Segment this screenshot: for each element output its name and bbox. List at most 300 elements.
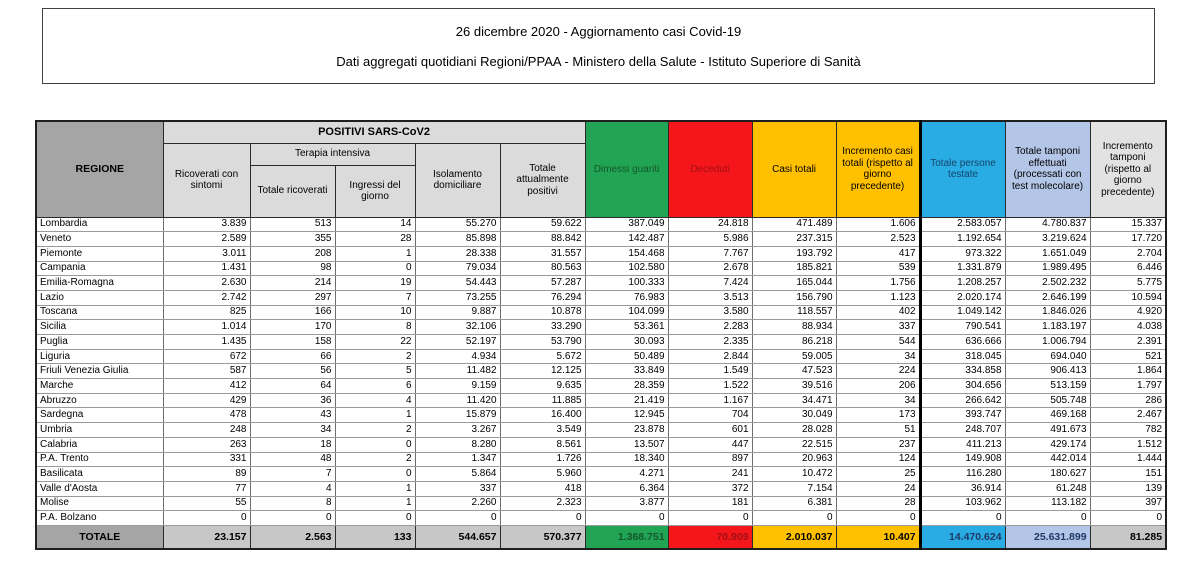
value-cell: 1.167 — [668, 393, 752, 408]
value-cell: 57.287 — [500, 276, 585, 291]
value-cell: 447 — [668, 437, 752, 452]
value-cell: 429.174 — [1005, 437, 1090, 452]
value-cell: 53.790 — [500, 335, 585, 350]
total-value-cell: 23.157 — [163, 525, 250, 549]
header-tamponi: Totale tamponi effettuati (processati con test molecolare) — [1005, 121, 1090, 217]
value-cell: 337 — [836, 320, 920, 335]
total-value-cell: 544.657 — [415, 525, 500, 549]
value-cell: 185.821 — [752, 261, 836, 276]
value-cell: 89 — [163, 467, 250, 482]
header-persone-testate: Totale persone testate — [920, 121, 1005, 217]
value-cell: 544 — [836, 335, 920, 350]
value-cell: 286 — [1090, 393, 1166, 408]
value-cell: 0 — [920, 511, 1005, 526]
value-cell: 86.218 — [752, 335, 836, 350]
value-cell: 76.983 — [585, 290, 668, 305]
value-cell: 3.580 — [668, 305, 752, 320]
value-cell: 1.049.142 — [920, 305, 1005, 320]
value-cell: 2.523 — [836, 232, 920, 247]
value-cell: 59.005 — [752, 349, 836, 364]
value-cell: 56 — [250, 364, 335, 379]
value-cell: 0 — [335, 437, 415, 452]
table-row — [36, 290, 1166, 305]
value-cell: 24.818 — [668, 217, 752, 232]
value-cell: 2.630 — [163, 276, 250, 291]
region-name: Valle d'Aosta — [36, 481, 163, 496]
value-cell: 8.561 — [500, 437, 585, 452]
table-header — [36, 121, 1166, 217]
report-title-box — [42, 8, 1155, 84]
value-cell: 13.507 — [585, 437, 668, 452]
value-cell: 1.435 — [163, 335, 250, 350]
value-cell: 1.014 — [163, 320, 250, 335]
value-cell: 34.471 — [752, 393, 836, 408]
value-cell: 48 — [250, 452, 335, 467]
value-cell: 2.704 — [1090, 246, 1166, 261]
header-ricoverati-sintomi: Ricoverati con sintomi — [163, 143, 250, 217]
value-cell: 15.879 — [415, 408, 500, 423]
value-cell: 23.878 — [585, 423, 668, 438]
region-name: Puglia — [36, 335, 163, 350]
value-cell: 7.767 — [668, 246, 752, 261]
total-label: TOTALE — [36, 525, 163, 549]
value-cell: 17.720 — [1090, 232, 1166, 247]
value-cell: 4.920 — [1090, 305, 1166, 320]
value-cell: 36.914 — [920, 481, 1005, 496]
value-cell: 24 — [836, 481, 920, 496]
value-cell: 973.322 — [920, 246, 1005, 261]
value-cell: 7.154 — [752, 481, 836, 496]
value-cell: 4.271 — [585, 467, 668, 482]
value-cell: 478 — [163, 408, 250, 423]
value-cell: 10.594 — [1090, 290, 1166, 305]
table-row — [36, 335, 1166, 350]
value-cell: 237 — [836, 437, 920, 452]
value-cell: 12.945 — [585, 408, 668, 423]
value-cell: 0 — [250, 511, 335, 526]
value-cell: 30.049 — [752, 408, 836, 423]
value-cell: 0 — [585, 511, 668, 526]
value-cell: 1.651.049 — [1005, 246, 1090, 261]
value-cell: 0 — [836, 511, 920, 526]
value-cell: 469.168 — [1005, 408, 1090, 423]
value-cell: 85.898 — [415, 232, 500, 247]
value-cell: 1.549 — [668, 364, 752, 379]
value-cell: 80.563 — [500, 261, 585, 276]
value-cell: 237.315 — [752, 232, 836, 247]
value-cell: 248.707 — [920, 423, 1005, 438]
value-cell: 1.846.026 — [1005, 305, 1090, 320]
value-cell: 2.583.057 — [920, 217, 1005, 232]
value-cell: 2.678 — [668, 261, 752, 276]
value-cell: 206 — [836, 379, 920, 394]
value-cell: 2.391 — [1090, 335, 1166, 350]
value-cell: 1.756 — [836, 276, 920, 291]
value-cell: 118.557 — [752, 305, 836, 320]
value-cell: 304.656 — [920, 379, 1005, 394]
value-cell: 906.413 — [1005, 364, 1090, 379]
value-cell: 59.622 — [500, 217, 585, 232]
value-cell: 402 — [836, 305, 920, 320]
value-cell: 790.541 — [920, 320, 1005, 335]
total-value-cell: 10.407 — [836, 525, 920, 549]
table-row — [36, 246, 1166, 261]
value-cell: 142.487 — [585, 232, 668, 247]
table-row — [36, 437, 1166, 452]
value-cell: 32.106 — [415, 320, 500, 335]
table-footer — [36, 525, 1166, 549]
table-row — [36, 379, 1166, 394]
header-attualmente-positivi: Totale attualmente positivi — [500, 143, 585, 217]
value-cell: 513 — [250, 217, 335, 232]
value-cell: 54.443 — [415, 276, 500, 291]
value-cell: 8 — [335, 320, 415, 335]
value-cell: 104.099 — [585, 305, 668, 320]
table-row — [36, 496, 1166, 511]
value-cell: 64 — [250, 379, 335, 394]
value-cell: 1.123 — [836, 290, 920, 305]
value-cell: 6 — [335, 379, 415, 394]
value-cell: 1 — [335, 408, 415, 423]
value-cell: 9.159 — [415, 379, 500, 394]
value-cell: 411.213 — [920, 437, 1005, 452]
value-cell: 15.337 — [1090, 217, 1166, 232]
value-cell: 33.290 — [500, 320, 585, 335]
value-cell: 1.522 — [668, 379, 752, 394]
value-cell: 1.797 — [1090, 379, 1166, 394]
value-cell: 7.424 — [668, 276, 752, 291]
value-cell: 4 — [250, 481, 335, 496]
region-name: Piemonte — [36, 246, 163, 261]
value-cell: 297 — [250, 290, 335, 305]
value-cell: 39.516 — [752, 379, 836, 394]
value-cell: 355 — [250, 232, 335, 247]
value-cell: 412 — [163, 379, 250, 394]
value-cell: 34 — [836, 349, 920, 364]
value-cell: 372 — [668, 481, 752, 496]
value-cell: 43 — [250, 408, 335, 423]
value-cell: 2.742 — [163, 290, 250, 305]
value-cell: 2 — [335, 349, 415, 364]
value-cell: 429 — [163, 393, 250, 408]
region-name: Friuli Venezia Giulia — [36, 364, 163, 379]
value-cell: 28.028 — [752, 423, 836, 438]
value-cell: 2.335 — [668, 335, 752, 350]
header-isolamento-domiciliare: Isolamento domiciliare — [415, 143, 500, 217]
value-cell: 88.934 — [752, 320, 836, 335]
value-cell: 0 — [752, 511, 836, 526]
header-totale-ricoverati: Totale ricoverati — [250, 165, 335, 217]
value-cell: 28.338 — [415, 246, 500, 261]
header-dimessi-guariti: Dimessi guariti — [585, 121, 668, 217]
region-name: Abruzzo — [36, 393, 163, 408]
value-cell: 47.523 — [752, 364, 836, 379]
value-cell: 193.792 — [752, 246, 836, 261]
value-cell: 66 — [250, 349, 335, 364]
value-cell: 337 — [415, 481, 500, 496]
value-cell: 2.844 — [668, 349, 752, 364]
value-cell: 1.331.879 — [920, 261, 1005, 276]
value-cell: 1.208.257 — [920, 276, 1005, 291]
value-cell: 2.283 — [668, 320, 752, 335]
total-value-cell: 70.909 — [668, 525, 752, 549]
total-value-cell: 570.377 — [500, 525, 585, 549]
value-cell: 31.557 — [500, 246, 585, 261]
value-cell: 1 — [335, 481, 415, 496]
value-cell: 0 — [163, 511, 250, 526]
value-cell: 30.093 — [585, 335, 668, 350]
value-cell: 0 — [335, 467, 415, 482]
table-row — [36, 320, 1166, 335]
region-name: Umbria — [36, 423, 163, 438]
header-ingressi-giorno: Ingressi del giorno — [335, 165, 415, 217]
value-cell: 1.183.197 — [1005, 320, 1090, 335]
value-cell: 34 — [250, 423, 335, 438]
table-row — [36, 452, 1166, 467]
value-cell: 28.359 — [585, 379, 668, 394]
region-name: Sardegna — [36, 408, 163, 423]
value-cell: 151 — [1090, 467, 1166, 482]
header-incremento-tamponi: Incremento tamponi (rispetto al giorno precedente) — [1090, 121, 1166, 217]
value-cell: 12.125 — [500, 364, 585, 379]
value-cell: 34 — [836, 393, 920, 408]
total-value-cell: 81.285 — [1090, 525, 1166, 549]
region-name: Lombardia — [36, 217, 163, 232]
region-name: Marche — [36, 379, 163, 394]
value-cell: 98 — [250, 261, 335, 276]
value-cell: 181 — [668, 496, 752, 511]
value-cell: 103.962 — [920, 496, 1005, 511]
value-cell: 2 — [335, 423, 415, 438]
value-cell: 1.726 — [500, 452, 585, 467]
region-name: Emilia-Romagna — [36, 276, 163, 291]
value-cell: 180.627 — [1005, 467, 1090, 482]
covid-data-table — [35, 120, 1167, 550]
value-cell: 263 — [163, 437, 250, 452]
value-cell: 11.420 — [415, 393, 500, 408]
value-cell: 10 — [335, 305, 415, 320]
value-cell: 156.790 — [752, 290, 836, 305]
value-cell: 539 — [836, 261, 920, 276]
region-name: P.A. Bolzano — [36, 511, 163, 526]
value-cell: 173 — [836, 408, 920, 423]
value-cell: 20.963 — [752, 452, 836, 467]
header-casi-totali: Casi totali — [752, 121, 836, 217]
value-cell: 5.775 — [1090, 276, 1166, 291]
region-name: Lazio — [36, 290, 163, 305]
value-cell: 0 — [1090, 511, 1166, 526]
value-cell: 208 — [250, 246, 335, 261]
value-cell: 18.340 — [585, 452, 668, 467]
value-cell: 672 — [163, 349, 250, 364]
value-cell: 79.034 — [415, 261, 500, 276]
value-cell: 2.467 — [1090, 408, 1166, 423]
value-cell: 825 — [163, 305, 250, 320]
table-row — [36, 423, 1166, 438]
value-cell: 53.361 — [585, 320, 668, 335]
value-cell: 393.747 — [920, 408, 1005, 423]
value-cell: 52.197 — [415, 335, 500, 350]
table-row — [36, 217, 1166, 232]
value-cell: 8 — [250, 496, 335, 511]
value-cell: 0 — [500, 511, 585, 526]
value-cell: 241 — [668, 467, 752, 482]
value-cell: 387.049 — [585, 217, 668, 232]
value-cell: 25 — [836, 467, 920, 482]
region-name: Liguria — [36, 349, 163, 364]
value-cell: 149.908 — [920, 452, 1005, 467]
total-value-cell: 14.470.624 — [920, 525, 1005, 549]
total-value-cell: 133 — [335, 525, 415, 549]
value-cell: 3.549 — [500, 423, 585, 438]
value-cell: 397 — [1090, 496, 1166, 511]
value-cell: 10.878 — [500, 305, 585, 320]
value-cell: 4 — [335, 393, 415, 408]
value-cell: 88.842 — [500, 232, 585, 247]
header-regione: REGIONE — [36, 121, 163, 217]
value-cell: 248 — [163, 423, 250, 438]
value-cell: 19 — [335, 276, 415, 291]
value-cell: 124 — [836, 452, 920, 467]
value-cell: 61.248 — [1005, 481, 1090, 496]
value-cell: 2.646.199 — [1005, 290, 1090, 305]
value-cell: 16.400 — [500, 408, 585, 423]
value-cell: 73.255 — [415, 290, 500, 305]
value-cell: 116.280 — [920, 467, 1005, 482]
value-cell: 5.986 — [668, 232, 752, 247]
table-row — [36, 349, 1166, 364]
value-cell: 51 — [836, 423, 920, 438]
value-cell: 14 — [335, 217, 415, 232]
total-value-cell: 1.368.751 — [585, 525, 668, 549]
region-name: Calabria — [36, 437, 163, 452]
value-cell: 11.885 — [500, 393, 585, 408]
value-cell: 113.182 — [1005, 496, 1090, 511]
header-deceduti: Deceduti — [668, 121, 752, 217]
value-cell: 266.642 — [920, 393, 1005, 408]
value-cell: 10.472 — [752, 467, 836, 482]
value-cell: 505.748 — [1005, 393, 1090, 408]
value-cell: 36 — [250, 393, 335, 408]
value-cell: 9.887 — [415, 305, 500, 320]
region-name: Basilicata — [36, 467, 163, 482]
value-cell: 1.444 — [1090, 452, 1166, 467]
table-row — [36, 305, 1166, 320]
value-cell: 18 — [250, 437, 335, 452]
value-cell: 2.502.232 — [1005, 276, 1090, 291]
value-cell: 28 — [836, 496, 920, 511]
header-group-terapia-intensiva: Terapia intensiva — [250, 143, 415, 165]
value-cell: 601 — [668, 423, 752, 438]
total-value-cell: 25.631.899 — [1005, 525, 1090, 549]
value-cell: 513.159 — [1005, 379, 1090, 394]
value-cell: 33.849 — [585, 364, 668, 379]
value-cell: 3.513 — [668, 290, 752, 305]
table-row — [36, 481, 1166, 496]
value-cell: 1.006.794 — [1005, 335, 1090, 350]
value-cell: 2 — [335, 452, 415, 467]
value-cell: 158 — [250, 335, 335, 350]
value-cell: 6.381 — [752, 496, 836, 511]
value-cell: 1 — [335, 246, 415, 261]
value-cell: 3.011 — [163, 246, 250, 261]
value-cell: 22.515 — [752, 437, 836, 452]
value-cell: 897 — [668, 452, 752, 467]
table-row — [36, 232, 1166, 247]
value-cell: 587 — [163, 364, 250, 379]
value-cell: 7 — [335, 290, 415, 305]
value-cell: 165.044 — [752, 276, 836, 291]
region-name: Veneto — [36, 232, 163, 247]
value-cell: 139 — [1090, 481, 1166, 496]
total-value-cell: 2.563 — [250, 525, 335, 549]
region-name: Sicilia — [36, 320, 163, 335]
value-cell: 102.580 — [585, 261, 668, 276]
value-cell: 77 — [163, 481, 250, 496]
value-cell: 0 — [335, 511, 415, 526]
value-cell: 1.606 — [836, 217, 920, 232]
value-cell: 694.040 — [1005, 349, 1090, 364]
table-row — [36, 364, 1166, 379]
value-cell: 0 — [668, 511, 752, 526]
value-cell: 417 — [836, 246, 920, 261]
table-row — [36, 408, 1166, 423]
table-row — [36, 261, 1166, 276]
value-cell: 3.219.624 — [1005, 232, 1090, 247]
value-cell: 2.323 — [500, 496, 585, 511]
value-cell: 1 — [335, 496, 415, 511]
value-cell: 2.020.174 — [920, 290, 1005, 305]
value-cell: 4.038 — [1090, 320, 1166, 335]
value-cell: 0 — [415, 511, 500, 526]
value-cell: 9.635 — [500, 379, 585, 394]
value-cell: 7 — [250, 467, 335, 482]
value-cell: 11.482 — [415, 364, 500, 379]
region-name: Campania — [36, 261, 163, 276]
value-cell: 5.960 — [500, 467, 585, 482]
value-cell: 76.294 — [500, 290, 585, 305]
value-cell: 318.045 — [920, 349, 1005, 364]
value-cell: 154.468 — [585, 246, 668, 261]
value-cell: 636.666 — [920, 335, 1005, 350]
table-row — [36, 393, 1166, 408]
total-row — [36, 525, 1166, 549]
value-cell: 8.280 — [415, 437, 500, 452]
value-cell: 0 — [335, 261, 415, 276]
value-cell: 1.431 — [163, 261, 250, 276]
report-title-line1: 26 dicembre 2020 - Aggiornamento casi Covid-19 — [455, 23, 742, 39]
value-cell: 21.419 — [585, 393, 668, 408]
value-cell: 6.446 — [1090, 261, 1166, 276]
value-cell: 55 — [163, 496, 250, 511]
value-cell: 1.347 — [415, 452, 500, 467]
value-cell: 28 — [335, 232, 415, 247]
value-cell: 22 — [335, 335, 415, 350]
value-cell: 1.864 — [1090, 364, 1166, 379]
value-cell: 331 — [163, 452, 250, 467]
value-cell: 418 — [500, 481, 585, 496]
value-cell: 50.489 — [585, 349, 668, 364]
value-cell: 166 — [250, 305, 335, 320]
value-cell: 491.673 — [1005, 423, 1090, 438]
value-cell: 334.858 — [920, 364, 1005, 379]
value-cell: 3.267 — [415, 423, 500, 438]
region-name: Molise — [36, 496, 163, 511]
value-cell: 0 — [1005, 511, 1090, 526]
table-row — [36, 276, 1166, 291]
header-group-positivi: POSITIVI SARS-CoV2 — [163, 121, 585, 143]
value-cell: 170 — [250, 320, 335, 335]
